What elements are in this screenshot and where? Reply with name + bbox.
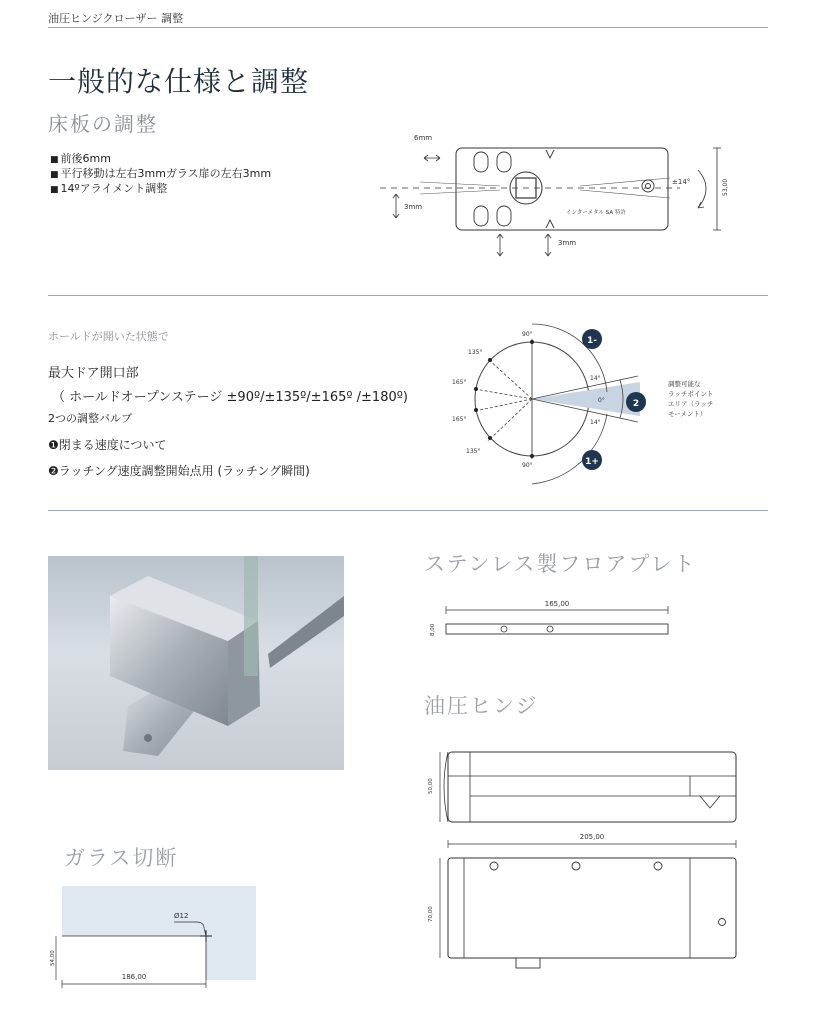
valve-count: 2つの調整バルブ xyxy=(48,412,132,425)
hinge-drawing xyxy=(420,746,750,974)
dim-70-label: 70,00 xyxy=(428,906,434,922)
arrow-3mm-icon xyxy=(393,194,399,218)
dim-186-label: 186,00 xyxy=(121,973,147,981)
angle-90-bottom: 90° xyxy=(522,462,533,469)
badge-2-label: 2 xyxy=(632,399,640,409)
section-divider xyxy=(48,510,768,511)
dim-53-line xyxy=(713,148,721,230)
dim-3mm-left-label: 3mm xyxy=(404,203,423,211)
dim-205-line xyxy=(448,840,736,848)
dim-50-label: 50,00 xyxy=(428,778,434,794)
bullet-item: ■ 平行移動は左右3mmガラス扉の左右3mm xyxy=(50,167,271,182)
badge-1-plus-label: 1+ xyxy=(585,457,599,467)
header-divider xyxy=(48,27,768,28)
floor-adjust-diagram xyxy=(380,128,760,263)
page-title: 一般的な仕様と調整 xyxy=(48,65,310,98)
section-divider xyxy=(48,295,768,296)
hold-open-stages: （ ホールドオープンステージ ±90º/±135º/±165º /±180º) xyxy=(52,390,408,405)
dim-hole-label: Ø12 xyxy=(174,912,189,920)
arrow-6mm-icon xyxy=(424,155,440,161)
latch-note-2: ラッチポイント xyxy=(668,390,714,398)
angle-165-top: 165° xyxy=(452,379,467,386)
closing-speed-point: ❶閉まる速度について xyxy=(48,438,167,452)
floor-plate-drawing xyxy=(420,596,680,642)
glass-panel xyxy=(62,886,256,980)
hold-open-label: ホールドが開いた状態で xyxy=(48,330,169,343)
bullet-item: ■ 前後6mm xyxy=(50,152,271,167)
latch-note-4: モーメント） xyxy=(668,410,707,418)
hinge-top-view xyxy=(448,858,736,958)
hinge-spindle xyxy=(516,958,540,968)
angle-165-bottom: 165° xyxy=(452,416,467,423)
badge-1-minus-label: 1- xyxy=(587,336,597,346)
angle-135-bottom: 135° xyxy=(466,448,481,455)
dim-8-label: 8,00 xyxy=(430,623,436,636)
latch-note-3: エリア（ラッチ xyxy=(668,400,714,408)
floor-plate-title: ステンレス製フロアプレト xyxy=(424,552,697,576)
dim-54-label: 54,00 xyxy=(50,950,56,966)
brand-label: インターメタル SA 特許 xyxy=(566,210,626,216)
latch-note-1: 調整可能な xyxy=(668,380,701,388)
floor-adjust-bullets xyxy=(50,152,271,197)
hinge-title: 油圧ヒンジ xyxy=(424,694,539,718)
angle-14-bottom: 14° xyxy=(590,419,601,426)
product-photo xyxy=(48,556,344,770)
dim-53-label: 53,00 xyxy=(722,178,729,196)
angle-135-top: 135° xyxy=(468,349,483,356)
floor-plate-side xyxy=(446,624,668,634)
bullet-item: ■ 14ºアライメント調整 xyxy=(50,182,271,197)
header-title: 油圧ヒンジクローザー 調整 xyxy=(48,12,184,25)
glass-cut-title: ガラス切断 xyxy=(64,846,179,870)
dim-14-label: ±14° xyxy=(672,178,691,186)
latching-speed-point: ❷ラッチング速度調整開始点用 (ラッチング瞬間) xyxy=(48,464,310,478)
rotate-arrow-icon xyxy=(698,170,706,208)
dim-3mm-bottom-label: 3mm xyxy=(558,239,577,247)
angle-90-top: 90° xyxy=(522,331,533,338)
arrow-3mm-icon xyxy=(545,234,551,256)
floor-adjust-title: 床板の調整 xyxy=(48,112,158,136)
hold-open-diagram xyxy=(440,314,740,494)
angle-0: 0° xyxy=(598,397,605,404)
dim-6mm-label: 6mm xyxy=(414,134,433,142)
glass-panel-photo xyxy=(244,556,258,676)
glass-cut-drawing xyxy=(46,880,266,992)
dim-165-label: 165,00 xyxy=(544,600,570,608)
max-opening-title: 最大ドア開口部 xyxy=(48,366,139,381)
dim-205-label: 205,00 xyxy=(579,833,605,841)
angle-14-top: 14° xyxy=(590,375,601,382)
hinge-side-view xyxy=(448,752,736,822)
arrow-3mm-icon xyxy=(497,234,503,256)
